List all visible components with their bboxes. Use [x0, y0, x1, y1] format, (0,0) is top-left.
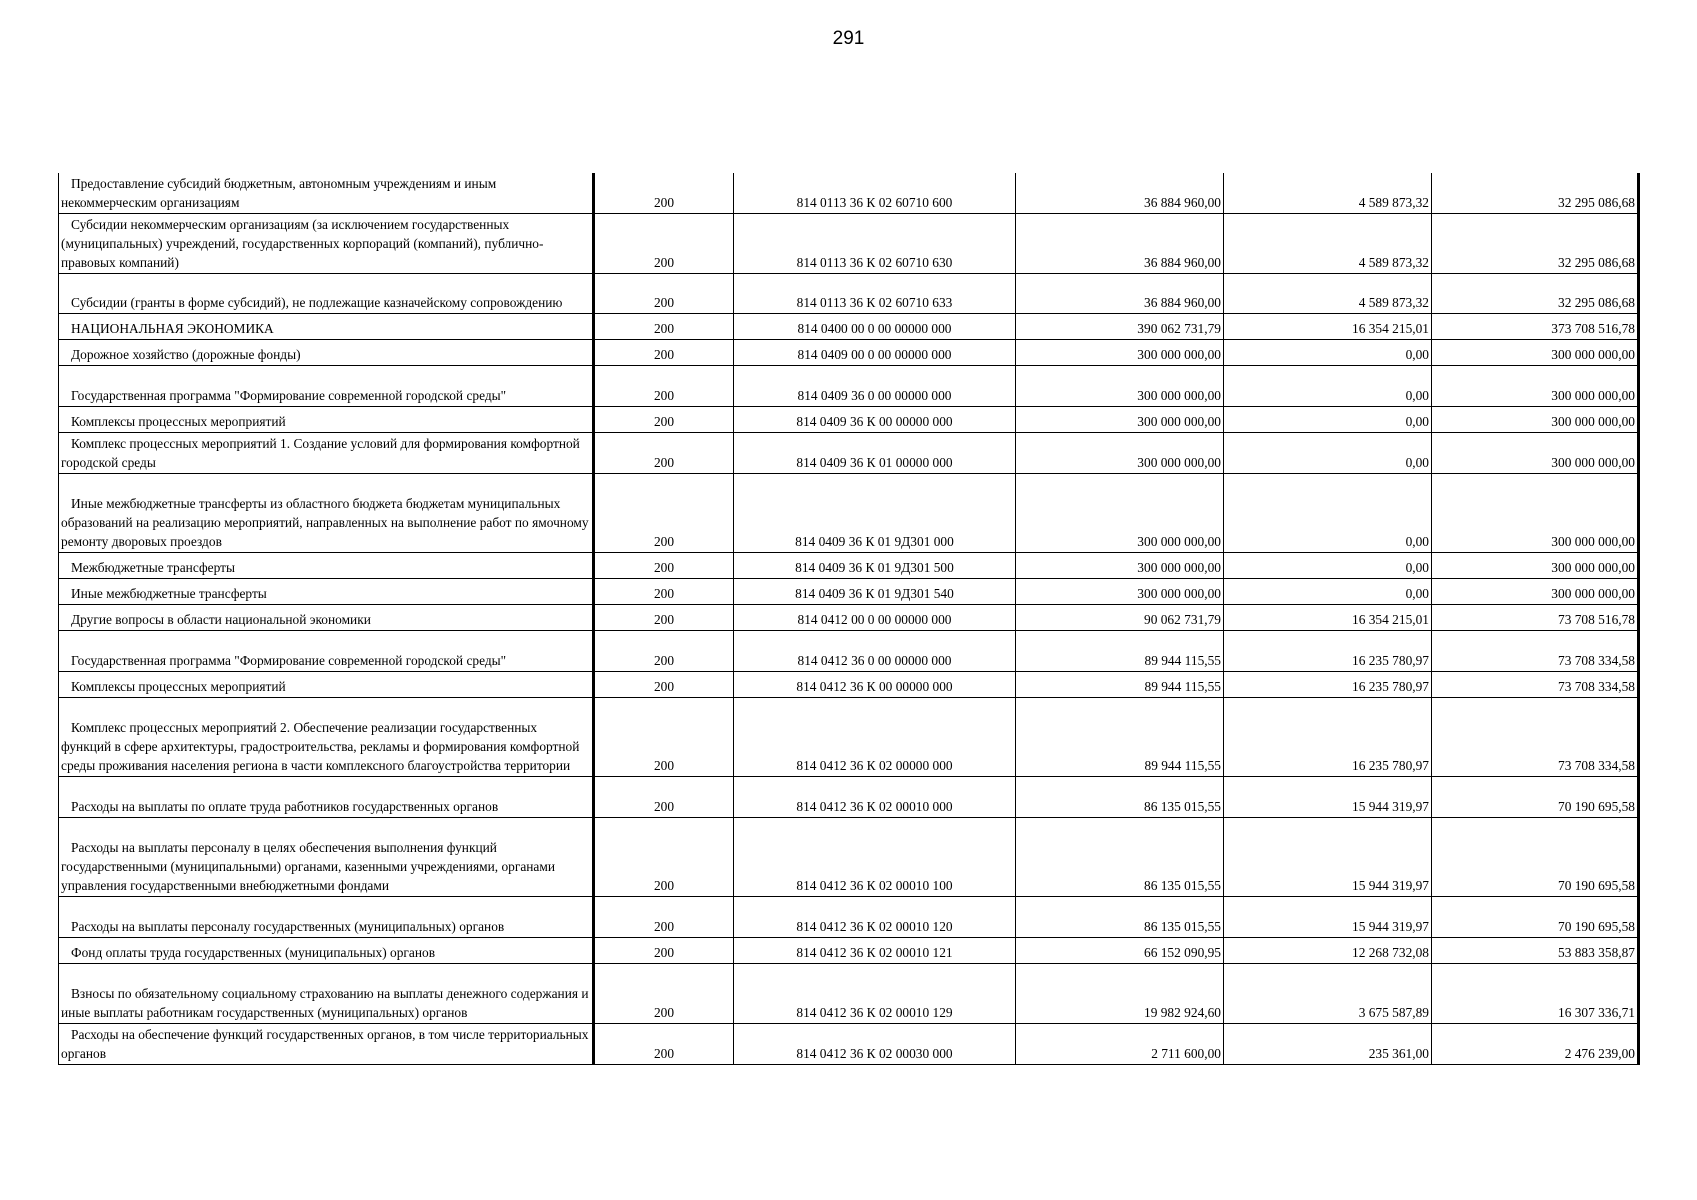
row-kbk: 814 0412 36 К 00 00000 000: [734, 671, 1016, 697]
row-name: Комплекс процессных мероприятий 1. Создание условий для формирования комфортной городской среды: [59, 432, 594, 473]
table-row: [59, 365, 1639, 406]
row-remaining-amount: 32 295 086,68: [1432, 173, 1639, 213]
table-row: [59, 817, 1639, 896]
row-code: 200: [594, 630, 734, 671]
row-name: НАЦИОНАЛЬНАЯ ЭКОНОМИКА: [59, 313, 594, 339]
row-remaining-amount: 73 708 334,58: [1432, 630, 1639, 671]
row-code: 200: [594, 552, 734, 578]
row-name: Комплекс процессных мероприятий 2. Обеспечение реализации государственных функций в сфере архитектуры, градостроительства, рекламы и формирования комфортной среды проживания населения региона в части комплексного благоустройства территории: [59, 697, 594, 776]
row-remaining-amount: 300 000 000,00: [1432, 578, 1639, 604]
row-executed-amount: 0,00: [1224, 552, 1432, 578]
row-name: Расходы на выплаты персоналу государственных (муниципальных) органов: [59, 896, 594, 937]
row-name: Взносы по обязательному социальному страхованию на выплаты денежного содержания и иные выплаты работникам государственных (муниципальных) органов: [59, 963, 594, 1023]
row-remaining-amount: 373 708 516,78: [1432, 313, 1639, 339]
row-remaining-amount: 73 708 516,78: [1432, 604, 1639, 630]
row-code: 200: [594, 339, 734, 365]
row-code: 200: [594, 365, 734, 406]
row-remaining-amount: 53 883 358,87: [1432, 937, 1639, 963]
row-name: Другие вопросы в области национальной экономики: [59, 604, 594, 630]
row-name: Государственная программа "Формирование современной городской среды": [59, 365, 594, 406]
row-remaining-amount: 300 000 000,00: [1432, 406, 1639, 432]
row-executed-amount: 0,00: [1224, 578, 1432, 604]
row-remaining-amount: 2 476 239,00: [1432, 1023, 1639, 1064]
row-code: 200: [594, 896, 734, 937]
row-executed-amount: 16 235 780,97: [1224, 671, 1432, 697]
row-executed-amount: 0,00: [1224, 432, 1432, 473]
row-code: 200: [594, 937, 734, 963]
row-code: 200: [594, 473, 734, 552]
row-name: Расходы на обеспечение функций государственных органов, в том числе территориальных органов: [59, 1023, 594, 1064]
row-plan-amount: 300 000 000,00: [1016, 339, 1224, 365]
row-name: Субсидии некоммерческим организациям (за исключением государственных (муниципальных) учреждений, государственных корпораций (компаний), публично-правовых компаний): [59, 213, 594, 273]
row-kbk: 814 0409 36 К 01 9Д301 000: [734, 473, 1016, 552]
row-code: 200: [594, 578, 734, 604]
row-code: 200: [594, 406, 734, 432]
row-kbk: 814 0412 36 К 02 00010 100: [734, 817, 1016, 896]
row-kbk: 814 0400 00 0 00 00000 000: [734, 313, 1016, 339]
table-row: [59, 552, 1639, 578]
row-kbk: 814 0409 36 К 00 00000 000: [734, 406, 1016, 432]
row-plan-amount: 86 135 015,55: [1016, 776, 1224, 817]
table-row: [59, 313, 1639, 339]
table-row: [59, 213, 1639, 273]
row-remaining-amount: 73 708 334,58: [1432, 697, 1639, 776]
row-plan-amount: 300 000 000,00: [1016, 432, 1224, 473]
row-code: 200: [594, 817, 734, 896]
row-kbk: 814 0409 00 0 00 00000 000: [734, 339, 1016, 365]
row-code: 200: [594, 273, 734, 313]
row-plan-amount: 36 884 960,00: [1016, 173, 1224, 213]
table-row: [59, 963, 1639, 1023]
table-row: [59, 473, 1639, 552]
row-remaining-amount: 300 000 000,00: [1432, 432, 1639, 473]
row-code: 200: [594, 432, 734, 473]
row-executed-amount: 235 361,00: [1224, 1023, 1432, 1064]
row-code: 200: [594, 213, 734, 273]
row-plan-amount: 89 944 115,55: [1016, 630, 1224, 671]
row-kbk: 814 0412 36 К 02 00010 000: [734, 776, 1016, 817]
row-executed-amount: 15 944 319,97: [1224, 776, 1432, 817]
row-plan-amount: 300 000 000,00: [1016, 473, 1224, 552]
row-kbk: 814 0113 36 К 02 60710 630: [734, 213, 1016, 273]
row-remaining-amount: 32 295 086,68: [1432, 213, 1639, 273]
row-kbk: 814 0409 36 К 01 00000 000: [734, 432, 1016, 473]
row-plan-amount: 36 884 960,00: [1016, 273, 1224, 313]
table-row: [59, 339, 1639, 365]
table-row: [59, 776, 1639, 817]
row-kbk: 814 0113 36 К 02 60710 633: [734, 273, 1016, 313]
row-kbk: 814 0412 00 0 00 00000 000: [734, 604, 1016, 630]
row-plan-amount: 300 000 000,00: [1016, 365, 1224, 406]
row-name: Расходы на выплаты по оплате труда работников государственных органов: [59, 776, 594, 817]
row-name: Фонд оплаты труда государственных (муниципальных) органов: [59, 937, 594, 963]
row-plan-amount: 300 000 000,00: [1016, 406, 1224, 432]
row-executed-amount: 12 268 732,08: [1224, 937, 1432, 963]
table-row: [59, 671, 1639, 697]
row-code: 200: [594, 963, 734, 1023]
row-kbk: 814 0412 36 К 02 00010 129: [734, 963, 1016, 1023]
row-name: Комплексы процессных мероприятий: [59, 671, 594, 697]
row-executed-amount: 3 675 587,89: [1224, 963, 1432, 1023]
row-kbk: 814 0113 36 К 02 60710 600: [734, 173, 1016, 213]
row-plan-amount: 89 944 115,55: [1016, 697, 1224, 776]
row-name: Комплексы процессных мероприятий: [59, 406, 594, 432]
row-plan-amount: 390 062 731,79: [1016, 313, 1224, 339]
row-name: Расходы на выплаты персоналу в целях обеспечения выполнения функций государственными (муниципальными) органами, казенными учреждениями, органами управления государственными внебюджетными фондами: [59, 817, 594, 896]
row-executed-amount: 4 589 873,32: [1224, 213, 1432, 273]
table-row: [59, 630, 1639, 671]
page-number: 291: [832, 28, 865, 49]
row-remaining-amount: 70 190 695,58: [1432, 817, 1639, 896]
row-name: Иные межбюджетные трансферты из областного бюджета бюджетам муниципальных образований на реализацию мероприятий, направленных на выполнение работ по ямочному ремонту дворовых проездов: [59, 473, 594, 552]
row-executed-amount: 16 354 215,01: [1224, 604, 1432, 630]
row-executed-amount: 0,00: [1224, 339, 1432, 365]
row-plan-amount: 86 135 015,55: [1016, 896, 1224, 937]
row-executed-amount: 15 944 319,97: [1224, 817, 1432, 896]
row-name: Предоставление субсидий бюджетным, автономным учреждениям и иным некоммерческим организациям: [59, 173, 594, 213]
row-remaining-amount: 70 190 695,58: [1432, 896, 1639, 937]
table-row: [59, 697, 1639, 776]
row-executed-amount: 16 354 215,01: [1224, 313, 1432, 339]
row-plan-amount: 90 062 731,79: [1016, 604, 1224, 630]
table-row: [59, 578, 1639, 604]
row-kbk: 814 0412 36 К 02 00030 000: [734, 1023, 1016, 1064]
row-code: 200: [594, 1023, 734, 1064]
row-plan-amount: 36 884 960,00: [1016, 213, 1224, 273]
row-name: Дорожное хозяйство (дорожные фонды): [59, 339, 594, 365]
row-name: Государственная программа "Формирование современной городской среды": [59, 630, 594, 671]
row-executed-amount: 0,00: [1224, 365, 1432, 406]
row-code: 200: [594, 313, 734, 339]
row-kbk: 814 0412 36 К 02 00010 121: [734, 937, 1016, 963]
row-code: 200: [594, 776, 734, 817]
row-kbk: 814 0409 36 К 01 9Д301 500: [734, 552, 1016, 578]
row-plan-amount: 66 152 090,95: [1016, 937, 1224, 963]
row-executed-amount: 4 589 873,32: [1224, 273, 1432, 313]
row-name: Субсидии (гранты в форме субсидий), не подлежащие казначейскому сопровождению: [59, 273, 594, 313]
row-code: 200: [594, 671, 734, 697]
row-remaining-amount: 32 295 086,68: [1432, 273, 1639, 313]
table-row: [59, 432, 1639, 473]
row-kbk: 814 0412 36 К 02 00010 120: [734, 896, 1016, 937]
row-remaining-amount: 300 000 000,00: [1432, 339, 1639, 365]
budget-table: [58, 173, 1640, 1065]
row-remaining-amount: 300 000 000,00: [1432, 473, 1639, 552]
row-code: 200: [594, 173, 734, 213]
table-row: [59, 406, 1639, 432]
row-remaining-amount: 73 708 334,58: [1432, 671, 1639, 697]
row-kbk: 814 0412 36 К 02 00000 000: [734, 697, 1016, 776]
row-remaining-amount: 16 307 336,71: [1432, 963, 1639, 1023]
row-kbk: 814 0409 36 К 01 9Д301 540: [734, 578, 1016, 604]
table-row: [59, 1023, 1639, 1064]
row-executed-amount: 0,00: [1224, 406, 1432, 432]
row-name: Иные межбюджетные трансферты: [59, 578, 594, 604]
row-plan-amount: 2 711 600,00: [1016, 1023, 1224, 1064]
row-plan-amount: 89 944 115,55: [1016, 671, 1224, 697]
row-plan-amount: 300 000 000,00: [1016, 552, 1224, 578]
row-kbk: 814 0409 36 0 00 00000 000: [734, 365, 1016, 406]
row-executed-amount: 16 235 780,97: [1224, 630, 1432, 671]
row-remaining-amount: 300 000 000,00: [1432, 365, 1639, 406]
row-executed-amount: 16 235 780,97: [1224, 697, 1432, 776]
row-executed-amount: 15 944 319,97: [1224, 896, 1432, 937]
row-kbk: 814 0412 36 0 00 00000 000: [734, 630, 1016, 671]
table-row: [59, 604, 1639, 630]
row-code: 200: [594, 604, 734, 630]
row-plan-amount: 19 982 924,60: [1016, 963, 1224, 1023]
row-executed-amount: 4 589 873,32: [1224, 173, 1432, 213]
table-row: [59, 896, 1639, 937]
row-plan-amount: 300 000 000,00: [1016, 578, 1224, 604]
table-row: [59, 937, 1639, 963]
row-remaining-amount: 300 000 000,00: [1432, 552, 1639, 578]
table-row: [59, 273, 1639, 313]
row-plan-amount: 86 135 015,55: [1016, 817, 1224, 896]
row-code: 200: [594, 697, 734, 776]
row-executed-amount: 0,00: [1224, 473, 1432, 552]
row-name: Межбюджетные трансферты: [59, 552, 594, 578]
table-row: [59, 173, 1639, 213]
row-remaining-amount: 70 190 695,58: [1432, 776, 1639, 817]
